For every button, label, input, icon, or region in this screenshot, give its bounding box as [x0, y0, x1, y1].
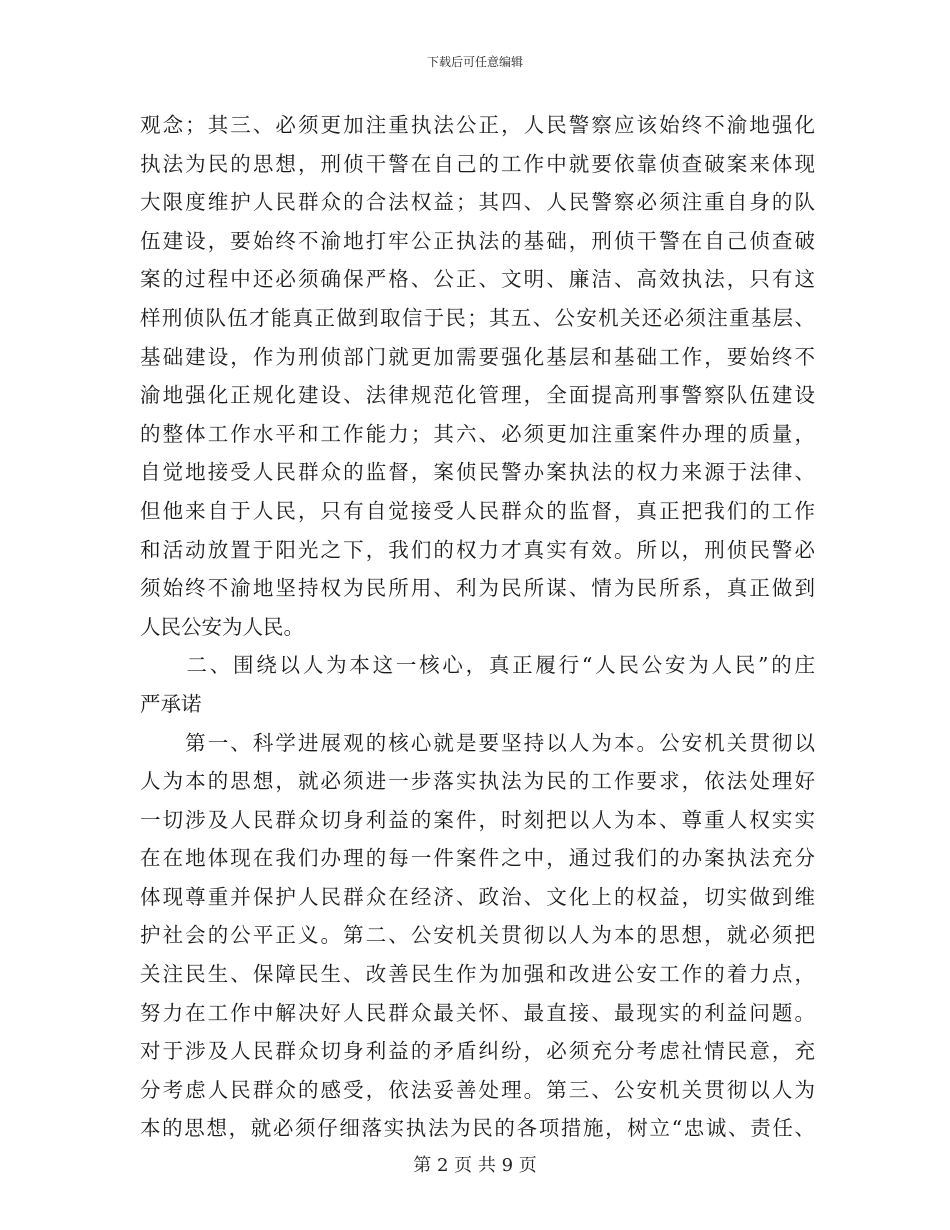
text-line: 严承诺 — [140, 691, 202, 716]
text-line: 二、围绕以人为本这一核心，真正履行“人民公安为人民”的庄 — [140, 653, 815, 678]
text-line: 渝地强化正规化建设、法律规范化管理，全面提高刑事警察队伍建设 — [140, 383, 815, 408]
text-line: 观念；其三、必须更加注重执法公正，人民警察应该始终不渝地强化 — [140, 113, 815, 137]
text-line: 人为本的思想，就必须进一步落实执法为民的工作要求，依法处理好 — [140, 769, 815, 794]
text-line: 须始终不渝地坚持权为民所用、利为民所谋、情为民所系，真正做到 — [140, 576, 815, 601]
text-line: 在在地体现在我们办理的每一件案件之中，通过我们的办案执法充分 — [140, 846, 815, 871]
text-line: 大限度维护人民群众的合法权益；其四、人民警察必须注重自身的队 — [140, 190, 815, 215]
text-line: 人民公安为人民。 — [140, 614, 304, 639]
text-line: 伍建设，要始终不渝地打牢公正执法的基础，刑侦干警在自己侦查破 — [140, 228, 815, 253]
text-line: 基础建设，作为刑侦部门就更加需要强化基层和基础工作，要始终不 — [140, 344, 815, 369]
text-line: 一切涉及人民群众切身利益的案件，时刻把以人为本、尊重人权实实 — [140, 807, 815, 832]
text-line: 自觉地接受人民群众的监督，案侦民警办案执法的权力来源于法律、 — [140, 460, 815, 485]
text-line: 关注民生、保障民生、改善民生作为加强和改进公安工作的着力点， — [140, 962, 815, 987]
text-line: 本的思想，就必须仔细落实执法为民的各项措施，树立“忠诚、责任、 — [140, 1116, 815, 1141]
text-line: 对于涉及人民群众切身利益的矛盾纠纷，必须充分考虑社情民意，充 — [140, 1039, 815, 1064]
text-line: 护社会的公平正义。第二、公安机关贯彻以人为本的思想，就必须把 — [140, 923, 815, 948]
text-line: 分考虑人民群众的感受，依法妥善处理。第三、公安机关贯彻以人为 — [140, 1077, 815, 1102]
text-line: 但他来自于人民，只有自觉接受人民群众的监督，真正把我们的工作 — [140, 498, 815, 523]
text-line: 的整体工作水平和工作能力；其六、必须更加注重案件办理的质量， — [140, 421, 815, 446]
text-line: 努力在工作中解决好人民群众最关怀、最直接、最现实的利益问题。 — [140, 1000, 815, 1025]
text-line: 样刑侦队伍才能真正做到取信于民；其五、公安机关还必须注重基层、 — [140, 305, 815, 330]
text-line: 第一、科学进展观的核心就是要坚持以人为本。公安机关贯彻以 — [140, 730, 815, 755]
text-line: 和活动放置于阳光之下，我们的权力才真实有效。所以，刑侦民警必 — [140, 537, 815, 562]
text-line: 案的过程中还必须确保严格、公正、文明、廉洁、高效执法，只有这 — [140, 267, 815, 292]
text-line: 体现尊重并保护人民群众在经济、政治、文化上的权益，切实做到维 — [140, 884, 815, 909]
page-number-footer: 第 2 页 共 9 页 — [413, 1155, 537, 1176]
header-note: 下载后可任意编辑 — [426, 55, 523, 69]
text-line: 执法为民的思想，刑侦干警在自己的工作中就要依靠侦查破案来体现 — [140, 151, 815, 176]
body-text — [140, 106, 815, 1148]
